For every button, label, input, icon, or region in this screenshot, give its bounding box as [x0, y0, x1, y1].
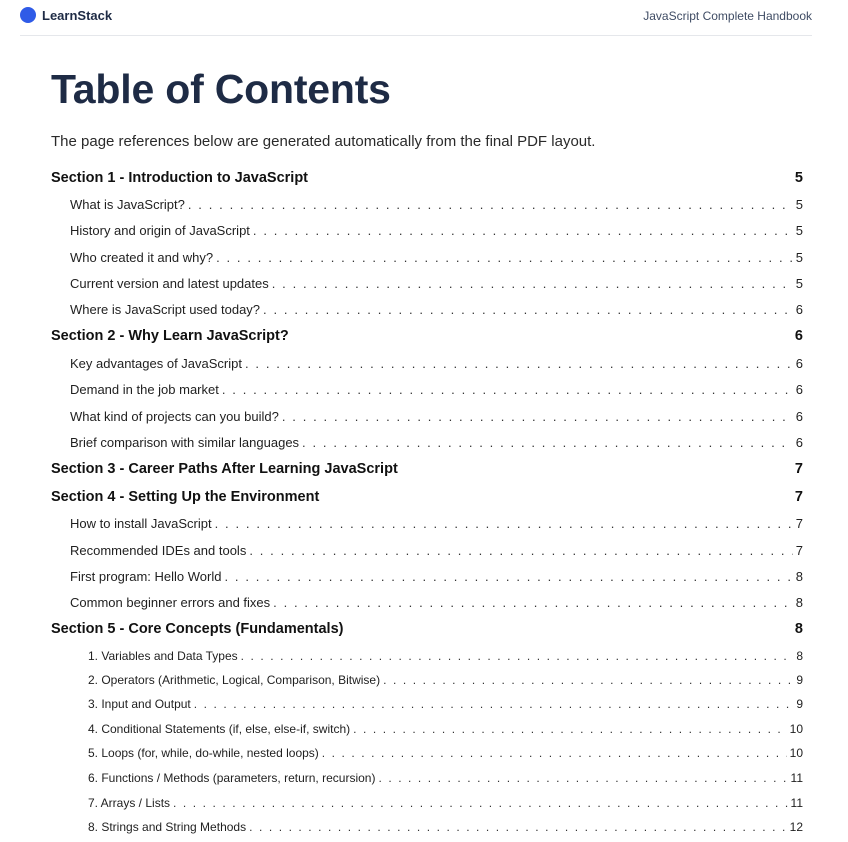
toc-entry[interactable]: [51, 771, 803, 785]
dot-leader: [302, 435, 793, 450]
toc-section-entry[interactable]: [51, 170, 803, 186]
dot-leader: [272, 276, 793, 291]
toc-entry-label: 7. Arrays / Lists: [88, 796, 171, 810]
toc-entry-label: Current version and latest updates: [70, 276, 269, 291]
toc-page-number: 9: [796, 697, 803, 711]
toc-entry-label: Section 5 - Core Concepts (Fundamentals): [51, 621, 344, 637]
toc-entry[interactable]: [51, 569, 803, 584]
toc-page-number: 7: [794, 489, 803, 505]
toc-entry-label: Section 1 - Introduction to JavaScript: [51, 170, 309, 186]
toc-entry[interactable]: [51, 516, 803, 531]
dot-leader: [353, 722, 787, 736]
toc-page-number: 6: [795, 356, 803, 371]
dot-leader: [216, 250, 793, 265]
toc-entry[interactable]: [51, 302, 803, 317]
toc-entry[interactable]: [51, 649, 803, 663]
toc-entry[interactable]: [51, 543, 803, 558]
toc-entry-label: Key advantages of JavaScript: [70, 356, 242, 371]
toc-entry-label: Common beginner errors and fixes: [70, 595, 271, 610]
toc-entry-label: How to install JavaScript: [70, 516, 212, 531]
toc-page-number: 6: [795, 435, 803, 450]
toc-entry-label: What is JavaScript?: [70, 197, 185, 212]
toc-entry[interactable]: [51, 250, 803, 265]
toc-page-number: 8: [794, 621, 803, 637]
intro-text: The page references below are generated automatically from the final PDF layout.: [51, 133, 596, 150]
toc-entry-label: Recommended IDEs and tools: [70, 543, 247, 558]
toc-page-number: 8: [796, 649, 803, 663]
toc-section-entry[interactable]: [51, 621, 803, 637]
dot-leader: [273, 595, 793, 610]
toc-page-number: 10: [789, 722, 803, 736]
toc-entry-label: 8. Strings and String Methods: [88, 820, 247, 834]
dot-leader: [249, 820, 787, 834]
toc-entry-label: Section 2 - Why Learn JavaScript?: [51, 328, 289, 344]
toc-entry-label: Where is JavaScript used today?: [70, 302, 261, 317]
toc-page-number: 5: [795, 223, 803, 238]
toc-page-number: 8: [795, 569, 803, 584]
dot-leader: [249, 543, 792, 558]
document-title: JavaScript Complete Handbook: [643, 9, 812, 23]
toc-page-number: 7: [795, 543, 803, 558]
toc-entry[interactable]: [51, 276, 803, 291]
dot-leader: [194, 697, 794, 711]
toc-entry[interactable]: [51, 820, 803, 834]
dot-leader: [173, 796, 788, 810]
toc-entry[interactable]: [51, 223, 803, 238]
toc-page-number: 5: [795, 197, 803, 212]
dot-leader: [322, 746, 787, 760]
toc-page-number: 6: [795, 302, 803, 317]
dot-leader: [282, 409, 793, 424]
toc-page-number: 6: [795, 382, 803, 397]
toc-entry-label: 5. Loops (for, while, do-while, nested loops): [88, 746, 319, 760]
toc-entry[interactable]: [51, 722, 803, 736]
toc-entry-label: Demand in the job market: [70, 382, 219, 397]
toc-entry-label: 3. Input and Output: [88, 697, 191, 711]
toc-page-number: 5: [795, 276, 803, 291]
dot-leader: [263, 302, 793, 317]
toc-section-entry[interactable]: [51, 328, 803, 344]
toc-page-number: 6: [795, 409, 803, 424]
dot-leader: [253, 223, 793, 238]
toc-entry[interactable]: [51, 673, 803, 687]
toc-page-number: 12: [789, 820, 803, 834]
toc-entry-label: Section 4 - Setting Up the Environment: [51, 489, 320, 505]
dot-leader: [224, 569, 792, 584]
toc-section-entry[interactable]: [51, 489, 803, 505]
toc-entry-label: Brief comparison with similar languages: [70, 435, 300, 450]
toc-page-number: 7: [795, 516, 803, 531]
toc-entry[interactable]: [51, 382, 803, 397]
toc-entry[interactable]: [51, 796, 803, 810]
brand-logo-icon: [20, 7, 36, 23]
toc-entry-label: Section 3 - Career Paths After Learning JavaScript: [51, 461, 398, 477]
dot-leader: [215, 516, 793, 531]
dot-leader: [188, 197, 793, 212]
dot-leader: [241, 649, 794, 663]
table-of-contents: [51, 0, 803, 842]
toc-entry[interactable]: [51, 409, 803, 424]
toc-entry-label: History and origin of JavaScript: [70, 223, 250, 238]
brand-name: LearnStack: [42, 7, 113, 23]
toc-entry-label: First program: Hello World: [70, 569, 222, 584]
toc-section-entry[interactable]: [51, 461, 803, 477]
toc-entry-label: 4. Conditional Statements (if, else, else-if, switch): [88, 722, 351, 736]
toc-page-number: 5: [795, 250, 803, 265]
toc-page-number: 5: [794, 170, 803, 186]
toc-page-number: 11: [790, 771, 803, 785]
toc-entry[interactable]: [51, 356, 803, 371]
page-title: Table of Contents: [51, 66, 391, 112]
toc-page-number: 8: [795, 595, 803, 610]
toc-page-number: 7: [794, 461, 803, 477]
dot-leader: [222, 382, 793, 397]
toc-page-number: 10: [789, 746, 803, 760]
toc-entry[interactable]: [51, 697, 803, 711]
toc-page-number: 6: [794, 328, 803, 344]
toc-entry-label: 2. Operators (Arithmetic, Logical, Comparison, Bitwise): [88, 673, 381, 687]
dot-leader: [383, 673, 793, 687]
toc-entry[interactable]: [51, 595, 803, 610]
toc-entry-label: 1. Variables and Data Types: [88, 649, 238, 663]
toc-entry-label: Who created it and why?: [70, 250, 214, 265]
toc-page-number: 9: [796, 673, 803, 687]
dot-leader: [245, 356, 793, 371]
toc-entry[interactable]: [51, 435, 803, 450]
toc-page-number: 11: [790, 796, 803, 810]
toc-entry-label: 6. Functions / Methods (parameters, return, recursion): [88, 771, 376, 785]
toc-entry-label: What kind of projects can you build?: [70, 409, 279, 424]
dot-leader: [378, 771, 787, 785]
toc-entry[interactable]: [51, 746, 803, 760]
toc-entry[interactable]: [51, 197, 803, 212]
